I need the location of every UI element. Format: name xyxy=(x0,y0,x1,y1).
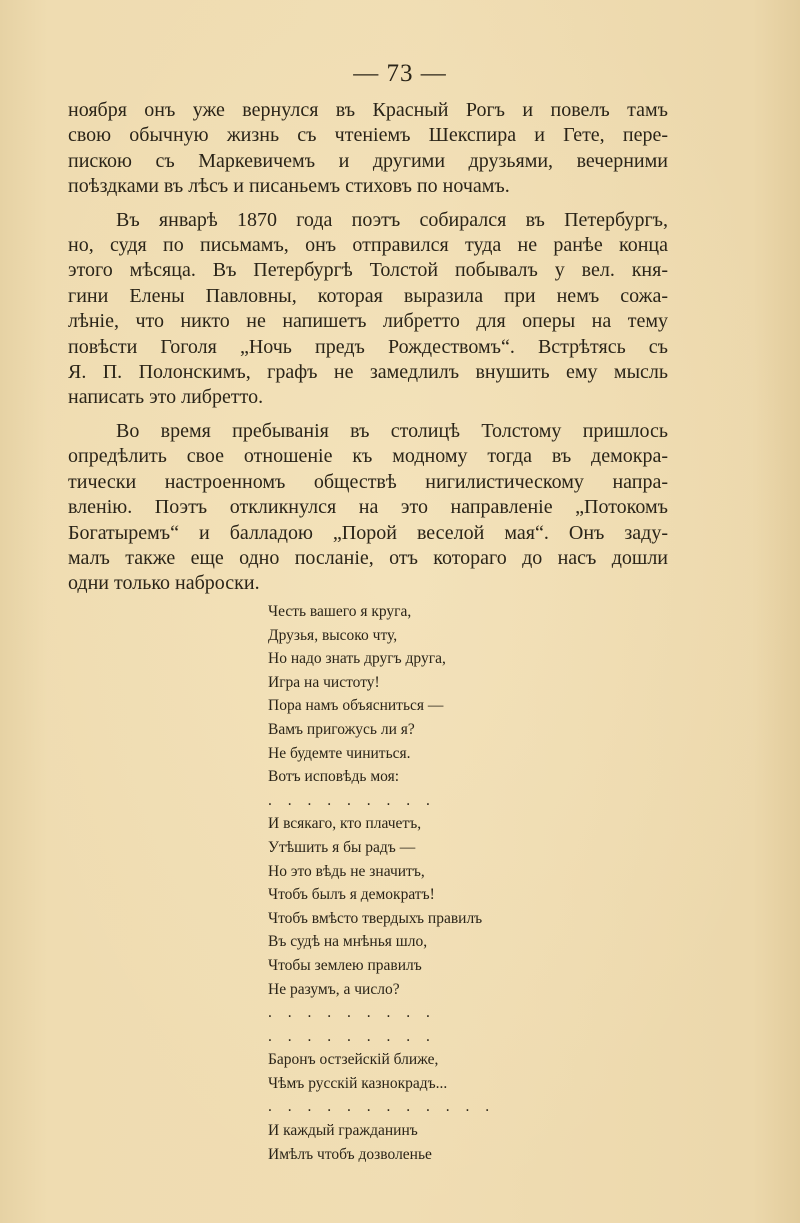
text-line: написать это либретто. xyxy=(68,386,264,409)
paragraph-1 xyxy=(68,98,668,200)
paragraph-3 xyxy=(68,419,668,597)
prose-body xyxy=(68,98,668,605)
text-line: одни только наброски. xyxy=(68,572,260,595)
paragraph-2 xyxy=(68,208,668,411)
text-line: этого мѣсяца. Въ Петербургѣ Толстой побывалъ у вел. кня- xyxy=(68,259,668,282)
verse-line: Честь вашего я круга, xyxy=(268,603,412,620)
text-line: Я. П. Полонскимъ, графъ не замедлилъ внушить ему мысль xyxy=(68,361,668,384)
text-line: но, судя по письмамъ, онъ отправился туда не ранѣе конца xyxy=(68,234,668,257)
text-line: Богатыремъ“ и балладою „Порой веселой мая“. Онъ заду- xyxy=(68,521,668,544)
ellipsis-dots: . . . . . . . . . xyxy=(268,791,436,809)
text-line: вленiю. Поэтъ откликнулся на это направленiе „Потокомъ xyxy=(68,496,668,519)
text-line: поѣздками въ лѣсъ и писаньемъ стиховъ по ночамъ. xyxy=(68,175,510,198)
verse-line: Имѣлъ чтобъ дозволенье xyxy=(268,1145,432,1163)
page-number: — 73 — xyxy=(353,60,447,87)
verse-line: Въ судѣ на мнѣнья шло, xyxy=(268,933,428,951)
verse-line: Чтобъ былъ я демократъ! xyxy=(268,886,435,904)
poem xyxy=(268,600,568,1166)
ellipsis-dots: . . . . . . . . . xyxy=(268,1004,436,1022)
verse-line: И каждый гражданинъ xyxy=(268,1122,418,1140)
verse-line: Пора намъ объясниться — xyxy=(268,697,444,715)
text-line: пискою съ Маркевичемъ и другими друзьями, вечерними xyxy=(68,149,668,172)
verse-line: Не будемте чиниться. xyxy=(268,744,411,762)
ellipsis-dots: . . . . . . . . . xyxy=(268,1027,436,1045)
text-line: свою обычную жизнь съ чтенiемъ Шекспира и Гете, пере- xyxy=(68,124,668,147)
text-line: повѣсти Гоголя „Ночь предъ Рождествомъ“. Встрѣтясь съ xyxy=(68,335,668,358)
verse-line: Вамъ пригожусь ли я? xyxy=(268,720,415,738)
verse-line: Чтобы землею правилъ xyxy=(268,956,422,974)
verse-line: Не разумъ, а число? xyxy=(268,980,400,998)
text-line: малъ также еще одно посланiе, отъ котораго до насъ дошли xyxy=(68,546,668,569)
text-line: Во время пребыванiя въ столицѣ Толстому пришлось xyxy=(116,419,668,442)
verse-line: Баронъ остзейскiй ближе, xyxy=(268,1051,439,1069)
verse-line: Но это вѣдь не значитъ, xyxy=(268,862,425,880)
ellipsis-dots: . . . . . . . . . . . . xyxy=(268,1098,496,1116)
verse-line: Вотъ исповѣдь моя: xyxy=(268,768,400,786)
verse-line: Но надо знать другъ друга, xyxy=(268,650,446,668)
text-line: Въ январѣ 1870 года поэтъ собирался въ Петербургъ, xyxy=(116,208,668,231)
text-line: гини Елены Павловны, которая выразила при немъ сожа- xyxy=(68,284,668,307)
verse-line: Чтобъ вмѣсто твердыхъ правилъ xyxy=(268,909,483,927)
text-line: тически настроенномъ обществѣ нигилистическому напра- xyxy=(68,470,668,493)
verse-line: Друзья, высоко чту, xyxy=(268,626,398,644)
text-line: ноября онъ уже вернулся въ Красный Рогъ и повелъ тамъ xyxy=(68,99,668,121)
verse-line: Утѣшить я бы радъ — xyxy=(268,838,416,856)
verse-line: И всякаго, кто плачетъ, xyxy=(268,815,422,833)
verse-line: Игра на чистоту! xyxy=(268,673,380,691)
verse-line: Чѣмъ русскiй казнокрадъ... xyxy=(268,1074,448,1092)
text-line: опредѣлить свое отношенiе къ модному тогда въ демокра- xyxy=(68,445,668,468)
text-line: лѣнiе, что никто не напишетъ либретто для оперы на тему xyxy=(68,310,668,333)
